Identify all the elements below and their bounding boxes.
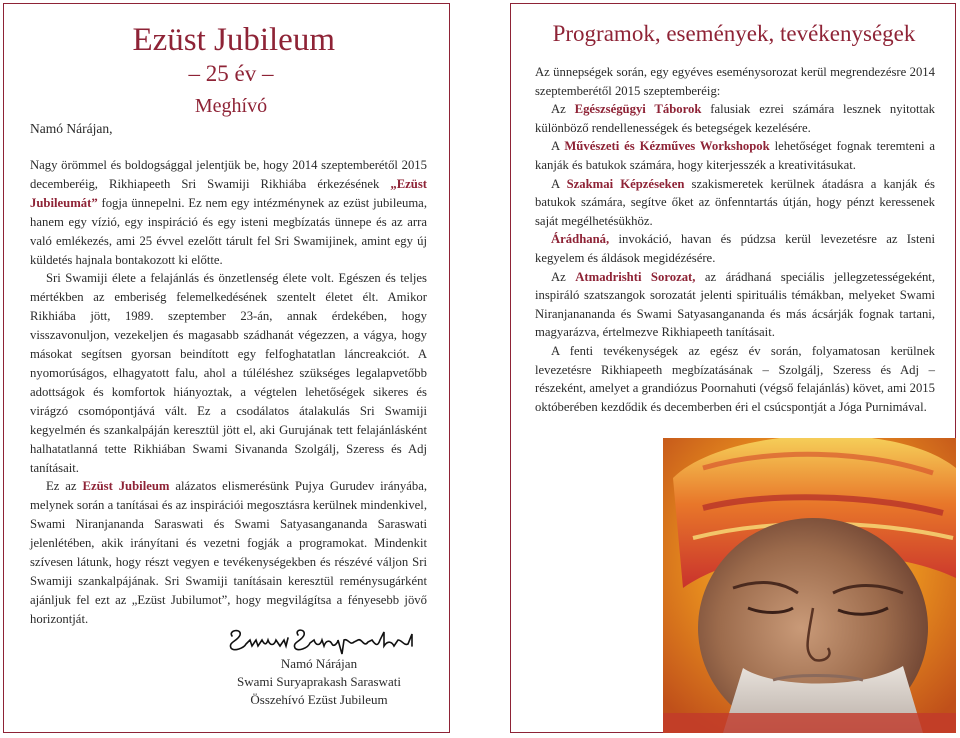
guru-portrait-photo xyxy=(663,438,956,733)
paragraph-2: Sri Swamiji élete a felajánlás és önzetlenség élete volt. Egészen és teljes mértékben az emberiség felemelkedésének szentelt életet élt. Amikor Rikhiába jött, 1989. szeptember 23-án, annak érdekében, hogy visszavonuljon, vezekeljen és magasabb szádhanát végezzen, a vágya, hogy másokat segítsen gyorsan beindított egy felfoghatatlan láncreakciót. A nyomorúságos, elhagyatott falu, ahol a túléléshez szükséges legalapvetőbb adottságok és komfortok hiányoztak, a végtelen lehetőségek sikeres és virágzó csomópontjává vált. Ez a csodálatos átalakulás Sri Swamiji kegyelmén és szankalpáján keresztül jött el, aki Gurujának tett felajánlásként halhatatlanná tette Rikhiában Swami Sivananda Szolgálj, Szeress és Adj tanításait. xyxy=(30,271,427,475)
text: alázatos elismerésünk Pujya Gurudev irányába, melynek során a tanításai és az inspirációi megosztásra kerülnek mindenkivel, Swami Niranjananda Saraswati és Swami Satyasangananda Saraswati jelenlétében, akik irányítani és vezetni fogják a programokat. Mindenkit szívesen látunk, hogy részt vegyen e tevékenységekben és részévé váljon Sri Swamiji szankalpájának. Sri Swamiji tanításain keresztül reménysugárként ajánljuk fel ezt az „Ezüst Jubilumot”, hogy megvilágítsa a fényesebb jövő horizontját. xyxy=(30,479,427,626)
invitation-panel xyxy=(3,3,450,733)
text: invokáció, havan és púdzsa kerül levezetésre az Isteni kegyelem és áldások megidézésére. xyxy=(535,232,935,265)
program-highlight: Árádhaná, xyxy=(551,232,610,247)
paragraph-aradhana xyxy=(535,230,935,267)
jubilee-highlight: „Ezüst Jubileumát” xyxy=(30,176,427,210)
text: az árádhaná speciális jellegzetességeként, inspiráló szatszangok sorozatát jelenti spirituális témákban, melyeket Swami Niranjanananda és Swami Satyasangananda és más ácsárják fognak tartani, magyarázva, értelmezve Rikhiapeeth tanításait. xyxy=(535,269,936,340)
anniversary-subtitle: – 25 év – xyxy=(188,61,274,86)
invitation-heading: Meghívó xyxy=(194,95,268,117)
sign-greeting: Namó Nárájan xyxy=(280,656,358,671)
page-title: Ezüst Jubileum xyxy=(132,22,335,58)
text: Ez az xyxy=(46,479,83,494)
jubilee-highlight: Ezüst Jubileum xyxy=(82,479,170,494)
paragraph-1: Az ünnepségek során, egy egyéves eseménysorozat kerül megrendezésre 2014 szeptemberétől 2015 szeptemberéig: xyxy=(535,65,935,98)
program-highlight: Egészségügyi Táborok xyxy=(574,102,702,117)
programs-panel xyxy=(510,3,956,733)
text: szakismeretek kerülnek átadásra a kanják és batukok számára, segítve őket az önfenntartás útján, hogy pénzt keressenek saját megélhetésükhöz. xyxy=(535,176,935,228)
paragraph-health-camps xyxy=(535,100,935,137)
paragraph-summary: A fenti tevékenységek az egész év során, folyamatosan kerülnek levezetésre Rikhiapeeth megbízatásának – Szolgálj, Szeress és Adj – részeként, amelyet a grandiózus Poornahuti (végső felajánlás) követ, ami 2015 októberében kezdődik és decemberben éri el csúcspontját a Jóga Purnimával. xyxy=(535,343,935,414)
sign-name: Swami Suryaprakash Saraswati xyxy=(237,674,401,689)
handwritten-signature xyxy=(226,626,416,656)
program-highlight: Atmadrishti Sorozat, xyxy=(575,269,696,284)
program-highlight: Művészeti és Kézműves Workshopok xyxy=(564,139,770,154)
text: Az xyxy=(551,102,575,117)
signature-block xyxy=(204,655,434,709)
text: Az xyxy=(551,269,576,284)
paragraph-1 xyxy=(30,156,427,269)
paragraph-vocational xyxy=(535,175,935,231)
invitation-body xyxy=(30,156,427,629)
program-highlight: Szakmai Képzéseken xyxy=(566,176,685,191)
paragraph-art-workshops xyxy=(535,137,935,174)
text: falusiak ezrei számára lesznek nyitottak különböző rendellenességek és betegségek kezelésére. xyxy=(535,102,936,135)
programs-body xyxy=(535,63,935,416)
text: A xyxy=(551,176,567,191)
text: Nagy örömmel és boldogsággal jelentjük be, hogy 2014 szeptemberétől 2015 decemberéig, Rikhiapeeth Sri Swamiji Rikhiába érkezésének xyxy=(30,158,427,191)
sign-role: Összehívó Ezüst Jubileum xyxy=(250,692,388,707)
programs-title: Programok, események, tevékenységek xyxy=(552,21,916,46)
text: fogja ünnepelni. Ez nem egy intézménynek az ezüst jubileuma, hanem egy vízió, egy inspiráció és egy isteni megbízatás ünnepe és az arra való emlékezés, ami 25 évvel ezelőtt tárult fel Sri Swamijinek, amint egy új küldetés hajnala bontakozott ki előtte. xyxy=(30,195,427,267)
paragraph-3 xyxy=(30,477,427,628)
text: lehetőséget fognak teremteni a kanják és batukok számára, hogy kiterjesszék a kreativitásukat. xyxy=(535,139,935,172)
greeting: Namó Nárájan, xyxy=(30,121,113,136)
paragraph-atmadrishti xyxy=(535,268,935,342)
text: A xyxy=(551,139,565,154)
